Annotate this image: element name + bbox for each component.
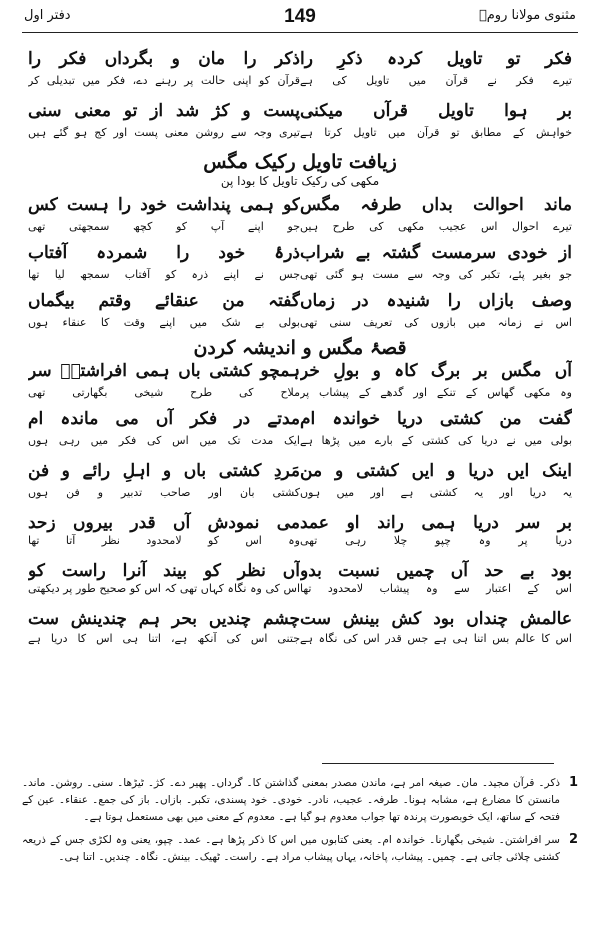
translation-first-half: بولی میں نے دریا کی کشتی کے بارے میں پڑھا ہے	[300, 434, 572, 447]
first-hemistich: بر سر دریا ہمی راند او عمد	[300, 513, 572, 533]
second-hemistich: کو ہمی پنداشت خود را ہست کس	[28, 195, 300, 215]
volume-label: دفتر اول	[24, 8, 71, 23]
footnote	[22, 832, 578, 866]
verse-area	[28, 40, 572, 760]
translation-first-half: تیرے احوال اس عجیب مکھی کی طرح ہیں	[300, 220, 572, 233]
footnote	[22, 775, 578, 826]
translation-second-half: وہ اس کو لامحدود نظر آتا تھا	[28, 534, 300, 547]
translation-second-half: ایک مدت تک میں اس کی فکر میں رہی ہوں	[28, 434, 300, 447]
translation-first-half: دریا پر وہ چپو چلا رہی تھی	[300, 534, 572, 547]
first-hemistich: بود بے حد آں چمیں نسبت بدو	[300, 561, 572, 581]
translation-first-half: وہ مکھی گھاس کے تنکے اور گدھے کے پیشاب پر	[300, 386, 572, 399]
translation-second-half: جس نے اپنے ذرہ کو آفتاب سمجھ لیا تھا	[28, 268, 300, 281]
header-divider	[22, 32, 578, 33]
second-hemistich: می نمودش آں قدر بیروں زحد	[28, 513, 300, 533]
second-hemistich: ذرۂ خود را شمردہ آفتاب	[28, 243, 300, 263]
footnote-divider	[322, 763, 554, 764]
second-hemistich: گفتہ من عنقائے وقتم بیگماں	[28, 291, 300, 311]
second-hemistich: مدتے در فکر آں می ماندہ ام	[28, 409, 300, 429]
page-header	[20, 6, 580, 30]
first-hemistich: عالمش چنداں بود کش بینش ست	[300, 609, 572, 629]
section-subheading: مکھی کی رکیک تاویل کا بودا پن	[220, 174, 380, 188]
translation-first-half: خواہش کے مطابق تو قرآن میں تاویل کرتا ہے	[300, 126, 572, 139]
translation-second-half: قرآن کو اپنی حالت پر رہنے دے، فکر میں تبدیلی کر	[28, 74, 300, 87]
second-hemistich: آں نظر کو بیند آنرا راست کو	[28, 561, 300, 581]
first-hemistich: از خودی سرمست گشتہ بے شراب	[300, 243, 572, 263]
first-hemistich: اینک ایں دریا و ایں کشتی و من	[300, 461, 572, 481]
translation-second-half: جو اپنے آپ کو کچھ سمجھتی تھی	[28, 220, 300, 233]
translation-first-half: جو بغیر پئے، تکبر کی وجہ سے مست ہو گئی تھی	[300, 268, 572, 281]
footnote-text: سر افراشتن۔ شیخی بگھارنا۔ خواندہ ام۔ یعنی کتابوں میں اس کا ذکر پڑھا ہے۔ عمد۔ چپو، یعنی وہ لکڑی جس کے ذریعہ کشتی چلائی جاتی ہے۔ چمیں۔ پیشاب، پاخانہ، یہاں پیشاب مراد ہے۔ راست۔ ٹھیک۔ بینش۔ نگاہ۔ چندیں۔ اتنا ہی۔	[22, 834, 560, 863]
section-heading: زیافت تاویل رکیک مگس	[203, 151, 397, 173]
translation-second-half: کشتی بان اور صاحب تدبیر و فن ہوں	[28, 486, 300, 499]
first-hemistich: آں مگس بر برگ کاہ و بولِ خر	[300, 361, 572, 381]
second-hemistich: پست و کژ شد از تو معنی سنی	[28, 101, 300, 121]
footnote-text: ذکر۔ قرآن مجید۔ مان۔ صیغہ امر ہے، ماندن مصدر بمعنی گذاشتن کا۔ گرداں۔ پھیر دے۔ کژ۔ ٹیڑھا۔ سنی۔ روشن۔ ماند۔ مانستن کا مضارع ہے، مشابہ ہونا۔ طرفہ۔ عجیب، نادر۔ خودی۔ خود پسندی، تکبر۔ بازاں۔ باز کی جمع۔ عنقاء۔ عین کے فتحہ کے ساتھ، ایک خوبصورت پرندہ تھا جواب معدوم ہو گیا ہے۔ معدوم کے معنی میں بھی مستعمل ہوتا ہے۔	[22, 777, 560, 823]
first-hemistich: گفت من کشتی دریا خواندہ ام	[300, 409, 572, 429]
footnote-number: 1	[568, 775, 578, 790]
translation-first-half: تیرے فکر نے قرآن میں تاویل کی ہے	[300, 74, 572, 87]
second-hemistich: مَردِ کشتی باں و اہلِ رائے و فن	[28, 461, 300, 481]
footnote-number: 2	[568, 832, 578, 847]
translation-second-half: ملاح کی طرح شیخی بگھارتی تھی	[28, 386, 300, 399]
footnotes	[22, 775, 578, 872]
first-hemistich: وصف بازاں را شنیدہ در زماں	[300, 291, 572, 311]
first-hemistich: ماند احوالت بداں طرفہ مگس	[300, 195, 572, 215]
translation-first-half: اس کا عالم بس اتنا ہی ہے جس قدر اس کی نگاہ ہے	[300, 632, 572, 645]
first-hemistich: بر ہوا تاویل قرآں میکنی	[300, 101, 572, 121]
book-title: مثنوی مولانا رومؒ	[478, 8, 576, 23]
page-number: 149	[284, 6, 316, 27]
translation-second-half: تیری وجہ سے روشن معنی پست اور کج ہو گئے ہیں	[28, 126, 300, 139]
translation-first-half: یہ دریا اور یہ کشتی ہے اور میں ہوں	[300, 486, 572, 499]
first-hemistich: فکر تو تاویل کردہ ذکرِ را	[300, 49, 572, 69]
translation-first-half: اس کے اعتبار سے وہ پیشاب لامحدود تھا	[300, 582, 572, 595]
translation-first-half: اس نے زمانہ میں بازوں کی تعریف سنی تھی	[300, 316, 572, 329]
translation-second-half: اس کی وہ نگاہ کہاں تھی کہ اس کو صحیح طور پر دیکھتی	[28, 582, 300, 595]
section-heading: قصۂ مگس و اندیشہ کردن	[193, 337, 407, 359]
translation-second-half: جتنی اس کی آنکھ ہے، اتنا ہی اس کا دریا ہے	[28, 632, 300, 645]
second-hemistich: ذکر را مان و بگرداں فکر را	[28, 49, 300, 69]
translation-second-half: بولی بے شک میں اپنے وقت کا عنقاء ہوں	[28, 316, 300, 329]
second-hemistich: ہمچو کشتی باں ہمی افراشتےؔ سر	[28, 361, 300, 381]
second-hemistich: چشم چندیں بحر ہم چندینش ست	[28, 609, 300, 629]
